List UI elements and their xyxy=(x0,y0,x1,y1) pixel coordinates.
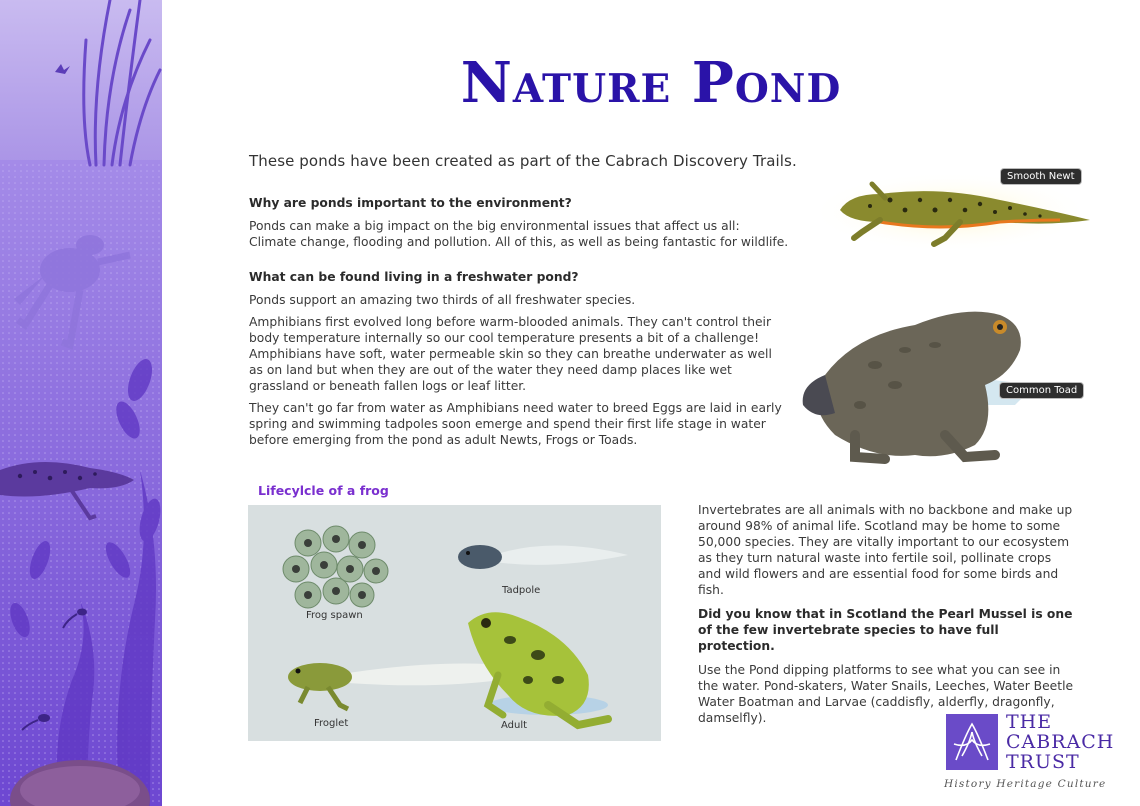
section-freshwater xyxy=(249,269,789,454)
logo-tagline: History Heritage Culture xyxy=(944,778,1107,790)
adult-frog-icon xyxy=(468,612,608,725)
sidebar-illustration xyxy=(0,0,162,806)
lifecycle-title: Lifecylcle of a frog xyxy=(258,483,389,498)
section-heading: What can be found living in a freshwater pond? xyxy=(249,270,579,284)
common-toad-illustration xyxy=(795,295,1035,465)
tadpole-label: Tadpole xyxy=(502,585,541,596)
logo-wordmark xyxy=(1006,712,1114,772)
section-environment xyxy=(249,195,789,256)
section-heading: Why are ponds important to the environment? xyxy=(249,196,572,210)
froglet-label: Froglet xyxy=(314,718,349,729)
section-paragraph: Ponds support an amazing two thirds of all freshwater species. xyxy=(249,293,636,307)
frog-spawn-label: Frog spawn xyxy=(306,610,363,621)
cabrach-trust-logo xyxy=(944,712,1134,792)
section-body: Ponds can make a big impact on the big environmental issues that affect us all: Climate change, flooding and pollution. All of this, as well as being fantastic for wildlife. xyxy=(249,219,789,249)
pond-dipping-paragraph: Use the Pond dipping platforms to see what you can see in the water. Pond-skaters, Water Snails, Leeches, Water Beetle Water Boatman and Larvae (caddisfly, alderfly, dragonfly, damselfly). xyxy=(698,663,1074,725)
invertebrates-section xyxy=(698,502,1078,734)
logo-line: CABRACH xyxy=(1006,731,1115,753)
toad-label: Common Toad xyxy=(999,382,1084,399)
logo-line: TRUST xyxy=(1006,751,1080,773)
adult-label: Adult xyxy=(501,720,528,731)
logo-line: THE xyxy=(1006,711,1053,733)
page-title: Nature Pond xyxy=(460,50,842,116)
logo-emblem-icon xyxy=(946,714,998,770)
smooth-newt-illustration xyxy=(810,170,1110,270)
lifecycle-panel xyxy=(248,505,661,741)
tadpole-icon xyxy=(458,545,628,569)
pearl-mussel-fact: Did you know that in Scotland the Pearl Mussel is one of the few invertebrate species to have full protection. xyxy=(698,607,1073,653)
invertebrates-paragraph: Invertebrates are all animals with no backbone and make up around 98% of animal life. Scotland may be home to some 50,000 species. They are vitally important to our ecosystem as they turn natural waste into fertile soil, pollinate crops and wild flowers and are essential food for some birds and fish. xyxy=(698,503,1073,597)
section-paragraph: They can't go far from water as Amphibians need water to breed Eggs are laid in early spring and swimming tadpoles soon emerge and spend their first life stage in water before emerging from the pond as adult Newts, Frogs or Toads. xyxy=(249,401,782,447)
newt-label: Smooth Newt xyxy=(1000,168,1082,185)
section-paragraph: Amphibians first evolved long before warm-blooded animals. They can't control their body temperature internally so our cool temperature presents a bit of a challenge! Amphibians have soft, water permeable skin so they can breathe underwater as well as on land but when they are out of the water they need damp places like wet grassland or beneath fallen logs or leaf litter. xyxy=(249,315,772,393)
frog-spawn-icon xyxy=(283,526,388,608)
intro-text: These ponds have been created as part of the Cabrach Discovery Trails. xyxy=(249,152,797,170)
